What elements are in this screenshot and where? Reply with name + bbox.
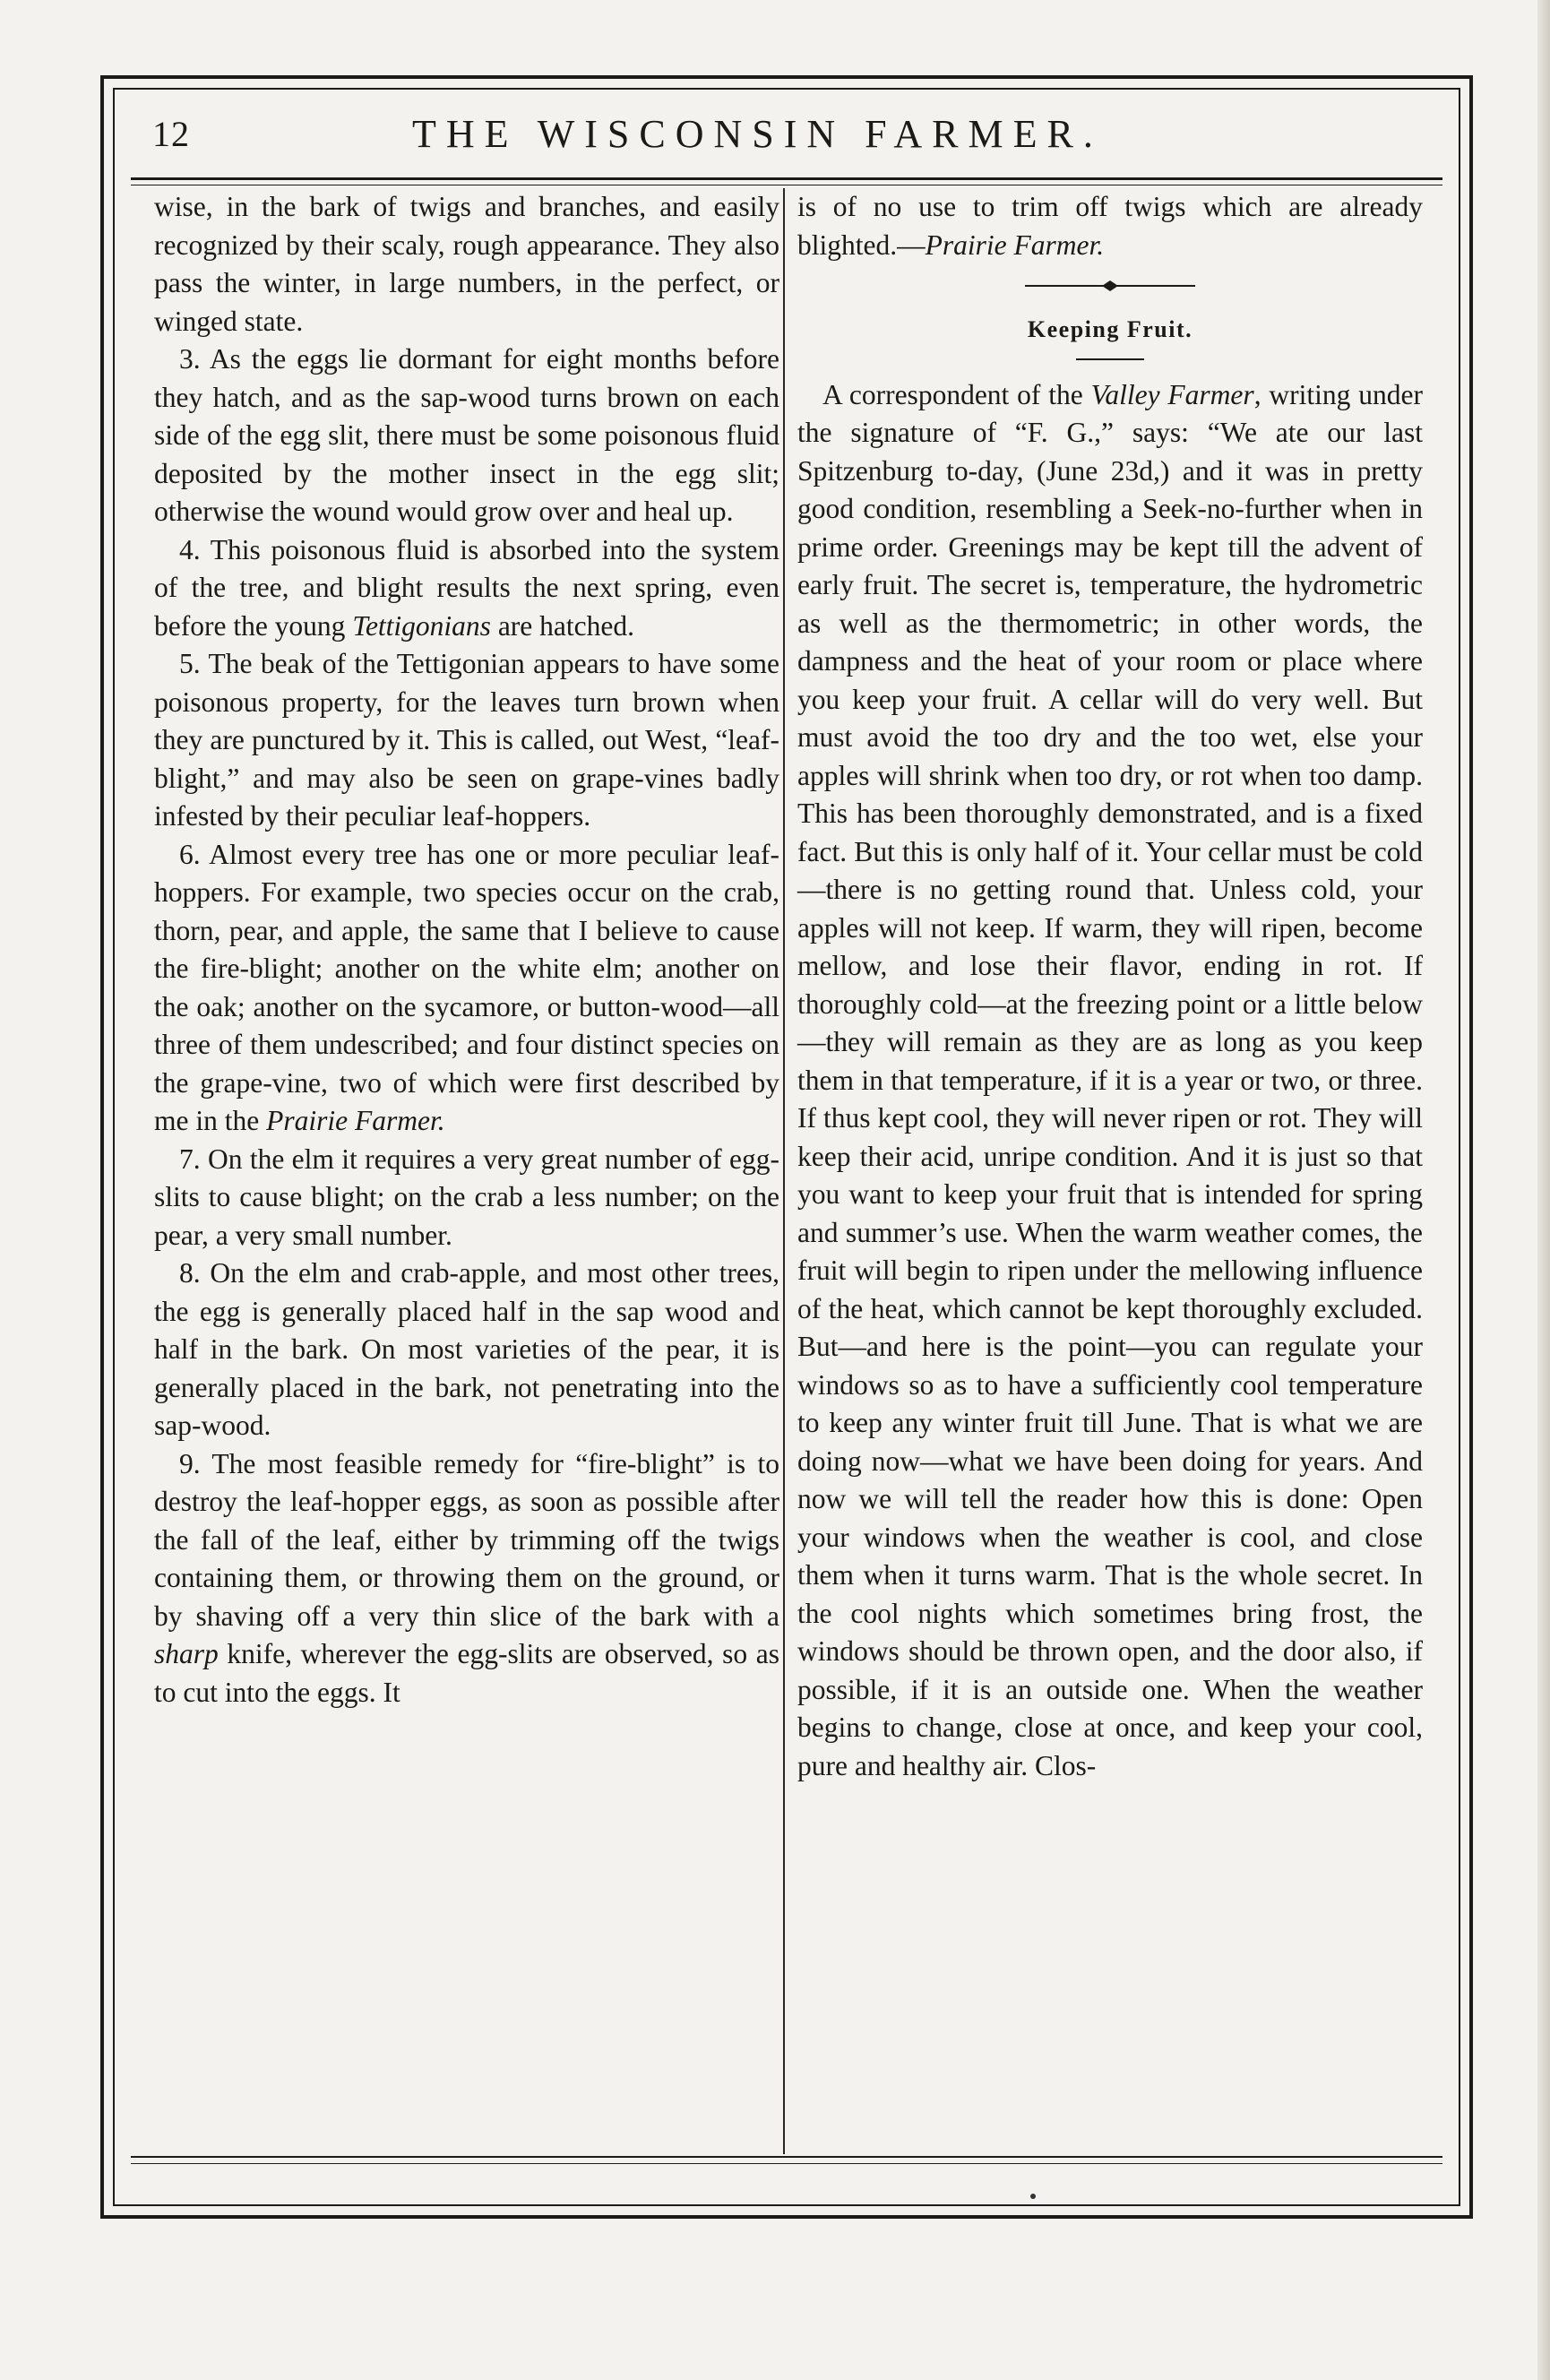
section-title: Keeping Fruit.: [1027, 316, 1193, 342]
left-column: [154, 188, 779, 1712]
italic-tettigonians: Tettigonians: [352, 609, 491, 642]
footer-rule-thin: [131, 2163, 1442, 2164]
footer-rule: [131, 2156, 1442, 2158]
paragraph-9: 9. The most feasible remedy for “fire-blight” is to destroy the leaf-hopper eggs, as soon as possible after the fall of the leaf, either by trimming off the twigs containing them, or throwing them on the ground, or by shaving off a very thin slice of the bark with a sharp knife, wherever the egg-slits are observed, so as to cut into the eggs. It: [154, 1447, 779, 1708]
paragraph-4: 4. This poisonous fluid is absorbed into the system of the tree, and blight results the next spring, even before the young Tettigonians are hatched.: [154, 533, 779, 642]
paragraph-5: 5. The beak of the Tettigonian appears to have some poisonous property, for the leaves turn brown when they are punctured by it. This is called, out West, “leaf-blight,” and may also be seen on grape-vines badly infested by their peculiar leaf-hoppers.: [154, 648, 779, 832]
title-rule: [1076, 358, 1144, 360]
paragraph-6: 6. Almost every tree has one or more peculiar leaf-hoppers. For example, two species occur on the crab, thorn, pear, and apple, the same that I believe to cause the fire-blight; another on the white elm; another on the oak; another on the sycamore, or button-wood—all three of them undescribed; and four distinct species on the grape-vine, two of which were first described by me in the Prairie Farmer.: [154, 838, 779, 1136]
paragraph-continuation-right: is of no use to trim off twigs which are already blighted.—Prairie Farmer.: [797, 191, 1423, 261]
page-number: 12: [152, 114, 190, 154]
paragraph-7: 7. On the elm it requires a very great number of egg-slits to cause blight; on the crab a less number; on the pear, a very small number.: [154, 1143, 779, 1251]
running-head: THE WISCONSIN FARMER.: [412, 112, 1103, 156]
column-divider: [783, 188, 785, 2154]
italic-prairie-farmer: Prairie Farmer.: [266, 1105, 445, 1136]
ink-dot: [1030, 2194, 1036, 2199]
paragraph-8: 8. On the elm and crab-apple, and most other trees, the egg is generally placed half in the sap wood and half in the bark. On most varieties of the pear, it is generally placed in the bark, not penetrating into the sap-wood.: [154, 1257, 779, 1441]
italic-valley-farmer: Valley Farmer: [1090, 378, 1254, 410]
paragraph-3: 3. As the eggs lie dormant for eight months before they hatch, and as the sap-wood turns brown on each side of the egg slit, there must be some poisonous fluid deposited by the mother insect in the egg slit; otherwise the wound would grow over and heal up.: [154, 343, 779, 527]
scan-edge: [1537, 0, 1550, 2380]
source-prairie-farmer: Prairie Farmer.: [925, 229, 1105, 261]
italic-sharp: sharp: [154, 1638, 219, 1669]
header-rule: [131, 177, 1442, 180]
ornament-divider: [1025, 280, 1195, 291]
paragraph-continuation: wise, in the bark of twigs and branches, and easily recognized by their scaly, rough appearance. They also pass the winter, in large numbers, in the perfect, or winged state.: [154, 191, 779, 337]
right-column: [797, 188, 1423, 1785]
article-body: A correspondent of the Valley Farmer, writing under the signature of “F. G.,” says: “We ate our last Spitzenburg to-day, (June 23d,) and it was in pretty good condition, resembling a Seek-no-further when in prime order. Greenings may be kept till the advent of early fruit. The secret is, temperature, the hydrometric as well as the thermometric; in other words, the dampness and the heat of your room or place where you keep your fruit. A cellar will do very well. But must avoid the too dry and the too wet, else your apples will shrink when too dry, or rot when too damp. This has been thoroughly demonstrated, and is a fixed fact. But this is only half of it. Your cellar must be cold—there is no getting round that. Unless cold, your apples will not keep. If warm, they will ripen, become mellow, and lose their flavor, ending in rot. If thoroughly cold—at the freezing point or a little below—they will remain as they are as long as you keep them in that temperature, if it is a year or two, or three. If thus kept cool, they will never ripen or rot. They will keep their acid, unripe condition. And it is just so that you want to keep your fruit that is intended for spring and summer’s use. When the warm weather comes, the fruit will begin to ripen under the mellowing influence of the heat, which cannot be kept thoroughly excluded. But—and here is the point—you can regulate your windows so as to have a sufficiently cool temperature to keep any winter fruit till June. That is what we are doing now—what we have been doing for years. And now we will tell the reader how this is done: Open your windows when the weather is cool, and close them when it turns warm. That is the whole secret. In the cool nights which sometimes bring frost, the windows should be thrown open, and the door also, if possible, if it is an outside one. When the weather begins to change, close at once, and keep your cool, pure and healthy air. Clos-: [797, 378, 1423, 1781]
